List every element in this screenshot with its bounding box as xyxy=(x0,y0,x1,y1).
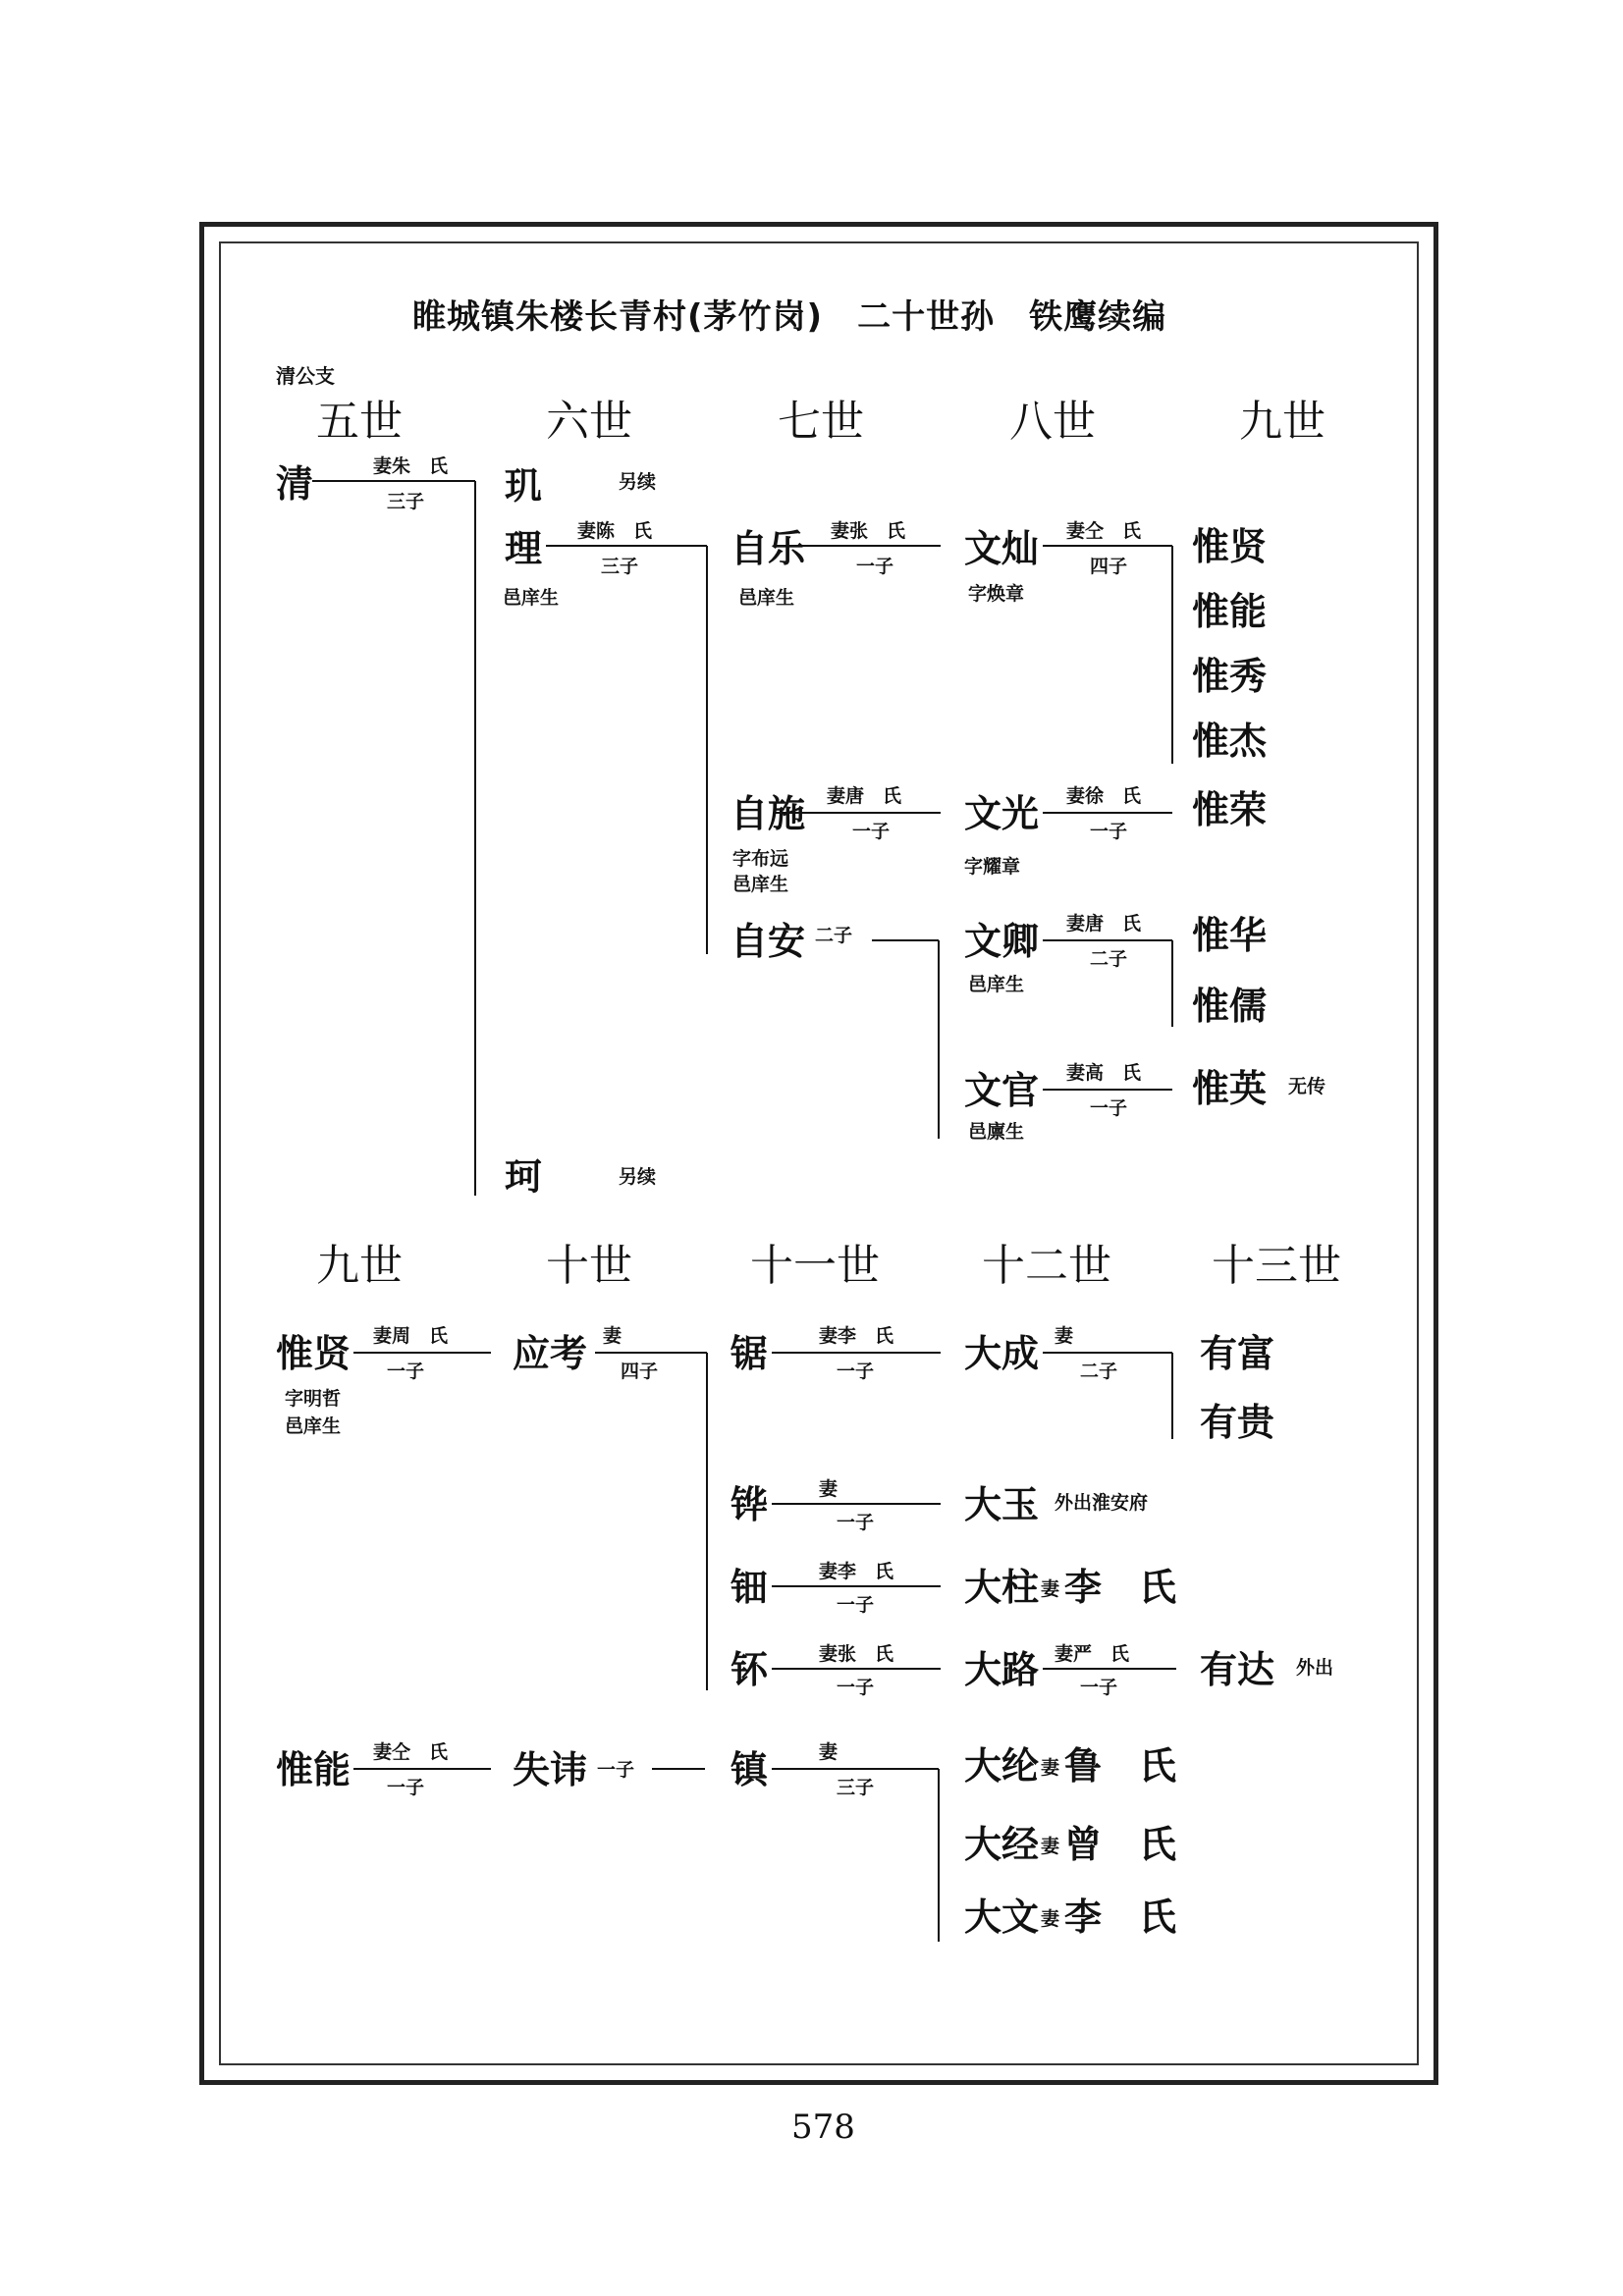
person-name: 惟儒 xyxy=(1192,985,1268,1028)
person-name: 玑 xyxy=(505,464,543,507)
children-count: 二子 xyxy=(1090,948,1128,970)
gen-header-top-5: 九世 xyxy=(1239,397,1325,447)
person-name: 有贵 xyxy=(1200,1401,1275,1444)
spouse-label: 妻严 氏 xyxy=(1055,1643,1130,1665)
person-name: 珂 xyxy=(505,1155,543,1199)
spouse-label: 妻 xyxy=(603,1325,622,1347)
children-count: 一子 xyxy=(1090,1097,1128,1119)
spouse-label: 妻仝 氏 xyxy=(1066,520,1142,542)
gen-header-bottom-5: 十三世 xyxy=(1212,1241,1341,1291)
spouse-mark: 妻 xyxy=(1041,1757,1060,1779)
spouse-mark: 妻 xyxy=(1041,1836,1060,1857)
branch-label: 清公支 xyxy=(276,364,335,388)
spouse-label: 妻 xyxy=(819,1478,839,1500)
person-name: 文灿 xyxy=(964,527,1040,570)
spouse-label: 妻唐 氏 xyxy=(827,785,902,807)
person-name: 惟杰 xyxy=(1192,720,1268,763)
person-name: 惟能 xyxy=(276,1748,352,1791)
person-name: 有达 xyxy=(1200,1648,1275,1691)
children-count: 一子 xyxy=(837,1361,875,1382)
gen-header-top-1: 五世 xyxy=(316,397,403,447)
children-count: 二子 xyxy=(815,925,853,946)
person-name: 惟荣 xyxy=(1192,788,1268,831)
children-count: 一子 xyxy=(387,1777,425,1798)
person-name: 大纶 xyxy=(964,1744,1040,1788)
person-note: 字布远 xyxy=(732,848,789,870)
person-name: 清 xyxy=(276,462,314,506)
spouse-label: 妻陈 氏 xyxy=(577,520,653,542)
person-note: 邑廪生 xyxy=(968,1121,1025,1143)
children-count: 四子 xyxy=(621,1361,659,1382)
spouse-label: 妻周 氏 xyxy=(373,1325,449,1347)
person-name: 应考 xyxy=(513,1332,588,1375)
spouse-label: 妻张 氏 xyxy=(831,520,906,542)
gen-header-bottom-4: 十二世 xyxy=(982,1241,1111,1291)
children-count: 一子 xyxy=(837,1594,875,1616)
children-count: 四子 xyxy=(1090,556,1128,577)
person-name: 铧 xyxy=(730,1483,769,1526)
person-name: 文光 xyxy=(964,792,1040,835)
gen-header-top-4: 八世 xyxy=(1009,397,1096,447)
spouse-mark: 妻 xyxy=(1041,1578,1060,1600)
page-number: 578 xyxy=(791,2108,855,2147)
person-note: 邑庠生 xyxy=(503,587,560,609)
gen-header-bottom-3: 十一世 xyxy=(750,1241,880,1291)
person-name: 锯 xyxy=(730,1332,769,1375)
person-name: 文卿 xyxy=(964,920,1040,963)
spouse-label: 妻唐 氏 xyxy=(1066,913,1142,934)
person-name: 大柱 xyxy=(964,1566,1040,1609)
children-count: 一子 xyxy=(1080,1677,1118,1698)
children-count: 三子 xyxy=(837,1777,875,1798)
spouse-label: 妻仝 氏 xyxy=(373,1741,449,1763)
person-name: 钚 xyxy=(730,1648,769,1691)
children-count: 二子 xyxy=(1080,1361,1118,1382)
person-name: 自安 xyxy=(730,920,806,963)
person-note: 外出淮安府 xyxy=(1055,1492,1149,1514)
person-note: 外出 xyxy=(1296,1657,1334,1679)
children-count: 一子 xyxy=(837,1512,875,1533)
person-name: 惟贤 xyxy=(1192,525,1268,568)
children-count: 一子 xyxy=(387,1361,425,1382)
person-name: 失讳 xyxy=(513,1748,588,1791)
person-name: 大文 xyxy=(964,1896,1040,1939)
gen-header-bottom-2: 十世 xyxy=(546,1241,632,1291)
person-name: 文官 xyxy=(964,1069,1040,1112)
gen-header-bottom-1: 九世 xyxy=(316,1241,403,1291)
spouse-name: 曾 氏 xyxy=(1064,1823,1177,1866)
spouse-name: 李 氏 xyxy=(1064,1566,1177,1609)
gen-header-top-2: 六世 xyxy=(546,397,632,447)
person-note: 字耀章 xyxy=(964,856,1021,878)
children-count: 三子 xyxy=(601,556,639,577)
person-note: 字明哲 xyxy=(285,1388,342,1410)
spouse-name: 李 氏 xyxy=(1064,1896,1177,1939)
person-note: 无传 xyxy=(1288,1076,1326,1097)
children-count: 一子 xyxy=(837,1677,875,1698)
spouse-label: 妻 xyxy=(819,1741,839,1763)
spouse-label: 妻朱 氏 xyxy=(373,455,449,477)
person-note: 邑庠生 xyxy=(968,974,1025,995)
person-name: 钿 xyxy=(730,1566,769,1609)
person-note: 另续 xyxy=(619,471,657,493)
person-name: 惟秀 xyxy=(1192,655,1268,698)
person-name: 大经 xyxy=(964,1823,1040,1866)
children-count: 一子 xyxy=(597,1759,635,1781)
person-name: 惟贤 xyxy=(276,1332,352,1375)
spouse-name: 鲁 氏 xyxy=(1064,1744,1177,1788)
children-count: 一子 xyxy=(856,556,894,577)
spouse-mark: 妻 xyxy=(1041,1908,1060,1930)
person-name: 大玉 xyxy=(964,1483,1040,1526)
person-name: 惟能 xyxy=(1192,590,1268,633)
children-count: 一子 xyxy=(852,821,891,842)
person-name: 理 xyxy=(505,527,543,570)
children-count: 一子 xyxy=(1090,821,1128,842)
spouse-label: 妻张 氏 xyxy=(819,1643,894,1665)
person-name: 大成 xyxy=(964,1332,1040,1375)
person-name: 有富 xyxy=(1200,1332,1275,1375)
person-name: 自施 xyxy=(730,792,806,835)
person-name: 惟英 xyxy=(1192,1067,1268,1110)
spouse-label: 妻李 氏 xyxy=(819,1561,894,1582)
children-count: 三子 xyxy=(387,491,425,512)
gen-header-top-3: 七世 xyxy=(778,397,864,447)
person-note: 字焕章 xyxy=(968,583,1025,605)
person-note: 邑庠生 xyxy=(732,874,789,895)
spouse-label: 妻徐 氏 xyxy=(1066,785,1142,807)
document-title: 睢城镇朱楼长青村(茅竹岗) 二十世孙 铁鹰续编 xyxy=(412,297,1167,337)
person-note: 另续 xyxy=(619,1166,657,1188)
person-name: 镇 xyxy=(730,1748,769,1791)
person-name: 自乐 xyxy=(730,527,806,570)
person-name: 大路 xyxy=(964,1648,1040,1691)
spouse-label: 妻高 氏 xyxy=(1066,1062,1142,1084)
spouse-label: 妻 xyxy=(1055,1325,1074,1347)
spouse-label: 妻李 氏 xyxy=(819,1325,894,1347)
person-name: 惟华 xyxy=(1192,914,1268,957)
person-note: 邑庠生 xyxy=(738,587,795,609)
person-note: 邑庠生 xyxy=(285,1415,342,1437)
